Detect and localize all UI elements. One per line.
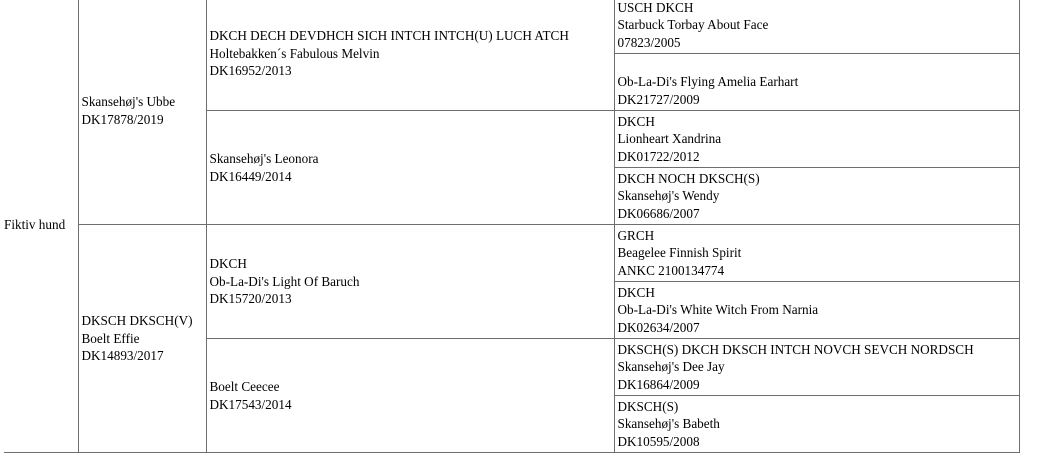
dam-dam-dam-titles: DKSCH(S) [617,398,679,414]
sire-dam-dam-titles: DKCH NOCH DKSCH(S) [617,170,760,186]
sire-dam-dam-reg: DK06686/2007 [617,205,700,221]
dam-sire-dam-titles: DKCH [617,284,655,300]
dam-sire-titles: DKCH [209,256,247,272]
sire-sire-titles: DKCH DECH DEVDHCH SICH INTCH INTCH(U) LUCH ATCH [209,28,569,44]
dam-sire-dam-cell [614,282,1019,339]
sire-dam-dam-cell [614,168,1019,225]
dam-sire-sire-name: Beagelee Finnish Spirit [617,245,742,261]
dam-dam-sire-name: Skansehøj's Dee Jay [617,359,725,375]
dam-dam-sire-cell [614,339,1019,396]
dam-dam-dam-cell [614,396,1019,453]
sire-name: Skansehøj's Ubbe [81,94,176,109]
dam-dam-sire-titles: DKSCH(S) DKCH DKSCH INTCH NOVCH SEVCH NORDSCH [617,341,974,357]
dam-sire-cell [206,225,614,339]
sire-sire-sire-reg: 07823/2005 [617,34,681,50]
dam-dam-dam-reg: DK10595/2008 [617,433,700,449]
sire-sire-cell [206,0,614,111]
sire-dam-sire-cell [614,111,1019,168]
sire-sire-dam-titles [618,56,1016,74]
dam-sire-name: Ob-La-Di's Light Of Baruch [209,273,360,289]
sire-dam-sire-name: Lionheart Xandrina [617,131,722,147]
sire-sire-reg: DK16952/2013 [209,63,292,79]
sire-sire-sire-titles: USCH DKCH [617,0,694,15]
dam-dam-dam-name: Skansehøj's Babeth [617,416,720,432]
sire-sire-sire-name: Starbuck Torbay About Face [617,17,769,33]
pedigree-table [4,0,1020,453]
dam-reg: DK14893/2017 [81,348,164,364]
subject-name: Fiktiv hund [4,216,66,232]
subject-cell [4,0,78,453]
sire-sire-name: Holtebakken´s Fabulous Melvin [209,45,380,61]
sire-dam-cell [206,111,614,225]
dam-sire-dam-reg: DK02634/2007 [617,319,700,335]
dam-dam-cell [206,339,614,453]
dam-sire-sire-titles: GRCH [617,227,655,243]
dam-titles: DKSCH DKSCH(V) [81,313,193,329]
sire-dam-sire-titles: DKCH [617,113,655,129]
sire-reg: DK17878/2019 [81,111,164,127]
dam-dam-sire-reg: DK16864/2009 [617,376,700,392]
sire-sire-dam-name: Ob-La-Di's Flying Amelia Earhart [617,74,799,90]
sire-dam-name: Skansehøj's Leonora [209,151,319,166]
sire-dam-reg: DK16449/2014 [209,168,292,184]
sire-dam-sire-reg: DK01722/2012 [617,148,700,164]
dam-sire-sire-cell [614,225,1019,282]
dam-sire-reg: DK15720/2013 [209,291,292,307]
dam-sire-sire-reg: ANKC 2100134774 [617,262,725,278]
sire-dam-dam-name: Skansehøj's Wendy [617,188,720,204]
sire-sire-dam-reg: DK21727/2009 [617,91,700,107]
dam-dam-name: Boelt Ceecee [209,379,280,394]
dam-sire-dam-name: Ob-La-Di's White Witch From Narnia [617,302,819,318]
sire-sire-sire-cell [614,0,1019,54]
dam-name: Boelt Effie [81,330,140,346]
sire-cell [78,0,206,225]
dam-dam-reg: DK17543/2014 [209,396,292,412]
sire-sire-dam-cell [614,54,1019,111]
dam-cell [78,225,206,453]
